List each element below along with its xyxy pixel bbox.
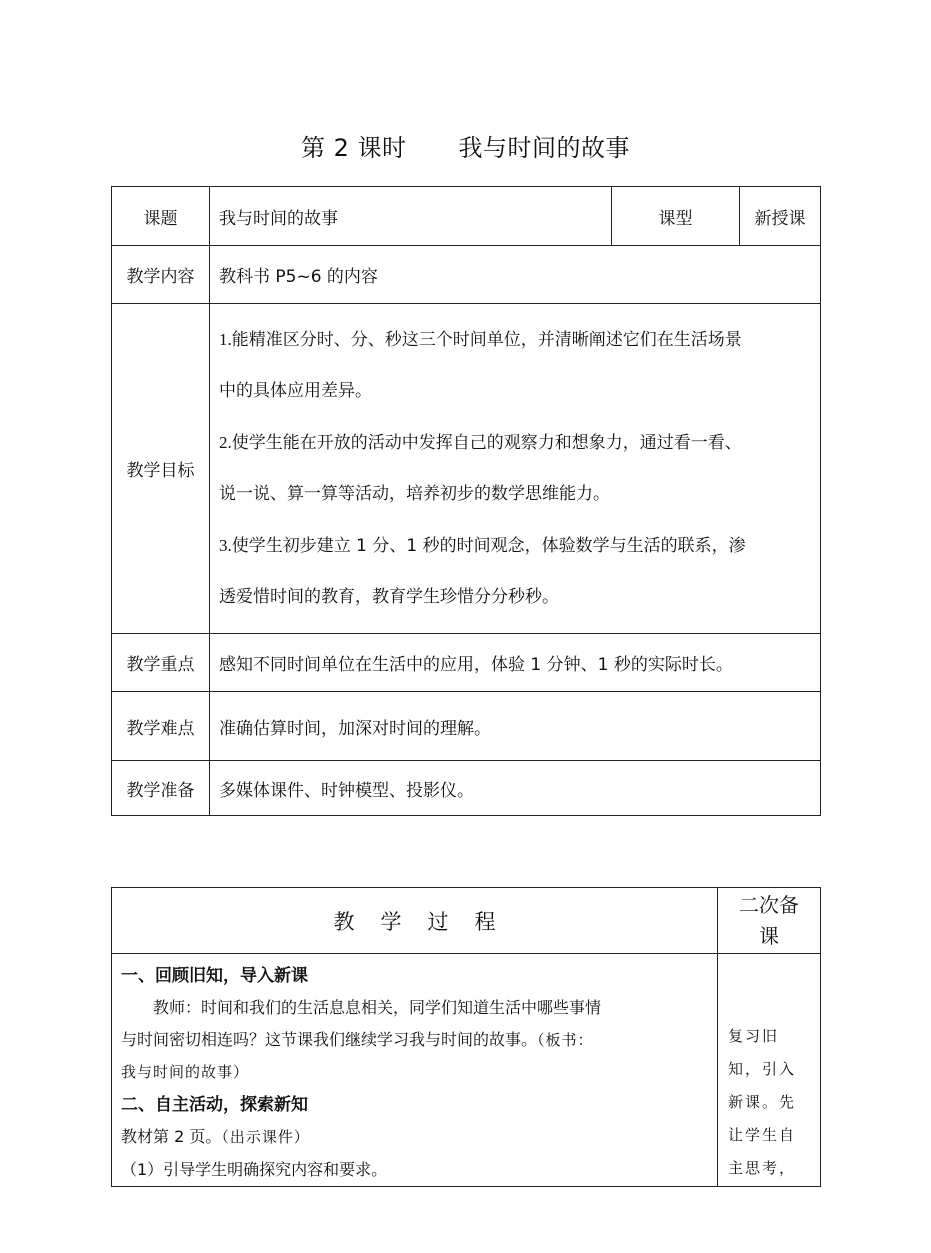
difficulty-value: 准确估算时间，加深对时间的理解。 <box>210 692 821 761</box>
note-line: 主思考， <box>728 1159 797 1177</box>
backup-header <box>718 888 821 954</box>
process-header-row <box>112 888 821 954</box>
textbook-text: 教材第 2 页。 <box>121 1127 222 1146</box>
board-note-continued: 我与时间的故事） <box>121 1065 250 1081</box>
row-preparation <box>112 761 821 816</box>
goal-number: 3. <box>219 536 232 555</box>
note-line: 复习旧 <box>728 1027 780 1045</box>
goals-list <box>210 304 821 634</box>
type-label: 课型 <box>612 187 740 246</box>
goal-continuation: 中的具体应用差异。 <box>219 381 372 401</box>
teaching-process-table <box>111 887 821 1187</box>
note-line: 让学生自 <box>728 1126 797 1144</box>
page-title <box>0 128 931 163</box>
lesson-info-table <box>111 186 821 816</box>
courseware-note: （出示课件） <box>221 1130 310 1146</box>
goal-number: 2. <box>219 433 232 452</box>
goal-item <box>219 417 812 469</box>
goal-continuation: 说一说、算一算等活动，培养初步的数学思维能力。 <box>219 484 610 504</box>
step-item: （1）引导学生明确探究内容和要求。 <box>121 1160 388 1179</box>
goal-text: 使学生初步建立 1 分、1 秒的时间观念，体验数学与生活的联系，渗 <box>231 536 746 556</box>
difficulty-label: 教学难点 <box>112 692 210 761</box>
row-content <box>112 246 821 304</box>
backup-header-line: 课 <box>759 923 779 948</box>
row-goals <box>112 304 821 634</box>
row-subject <box>112 187 821 246</box>
type-value: 新授课 <box>740 187 821 246</box>
lesson-topic: 我与时间的故事 <box>458 134 631 162</box>
teacher-speech: 教师：时间和我们的生活息息相关，同学们知道生活中哪些事情 <box>153 998 602 1017</box>
goal-item <box>219 314 812 366</box>
backup-notes <box>718 954 821 1187</box>
subject-label: 课题 <box>112 187 210 246</box>
goal-continuation: 透爱惜时间的教育，教育学生珍惜分分秒秒。 <box>219 587 559 607</box>
goal-text: 使学生能在开放的活动中发挥自己的观察力和想象力，通过看一看、 <box>231 433 742 453</box>
goal-item <box>219 520 812 572</box>
process-body-row <box>112 954 821 1187</box>
backup-header-line: 二次备 <box>739 892 799 917</box>
note-line: 新课。先 <box>728 1093 797 1111</box>
goal-number: 1. <box>219 330 232 349</box>
content-value: 教科书 P5~6 的内容 <box>210 246 821 304</box>
lesson-number: 第 2 课时 <box>300 134 407 162</box>
textbook-line <box>121 1121 713 1154</box>
teacher-speech-continued <box>121 1024 713 1057</box>
content-label: 教学内容 <box>112 246 210 304</box>
preparation-value: 多媒体课件、时钟模型、投影仪。 <box>210 761 821 816</box>
goals-label: 教学目标 <box>112 304 210 634</box>
teacher-speech-text: 与时间密切相连吗？这节课我们继续学习我与时间的故事。 <box>121 1030 538 1049</box>
key-points-label: 教学重点 <box>112 634 210 692</box>
preparation-label: 教学准备 <box>112 761 210 816</box>
key-points-value: 感知不同时间单位在生活中的应用，体验 1 分钟、1 秒的实际时长。 <box>210 634 821 692</box>
goal-text: 能精准区分时、分、秒这三个时间单位，并清晰阐述它们在生活场景 <box>231 330 742 350</box>
section-heading: 一、回顾旧知，导入新课 <box>121 966 308 986</box>
process-header: 教学过程 <box>112 888 718 954</box>
row-difficulty <box>112 692 821 761</box>
process-content <box>112 954 718 1187</box>
note-line: 知，引入 <box>728 1060 797 1078</box>
row-key-points <box>112 634 821 692</box>
subject-value: 我与时间的故事 <box>210 187 612 246</box>
board-note: （板书： <box>537 1033 594 1049</box>
section-heading: 二、自主活动，探索新知 <box>121 1095 308 1115</box>
